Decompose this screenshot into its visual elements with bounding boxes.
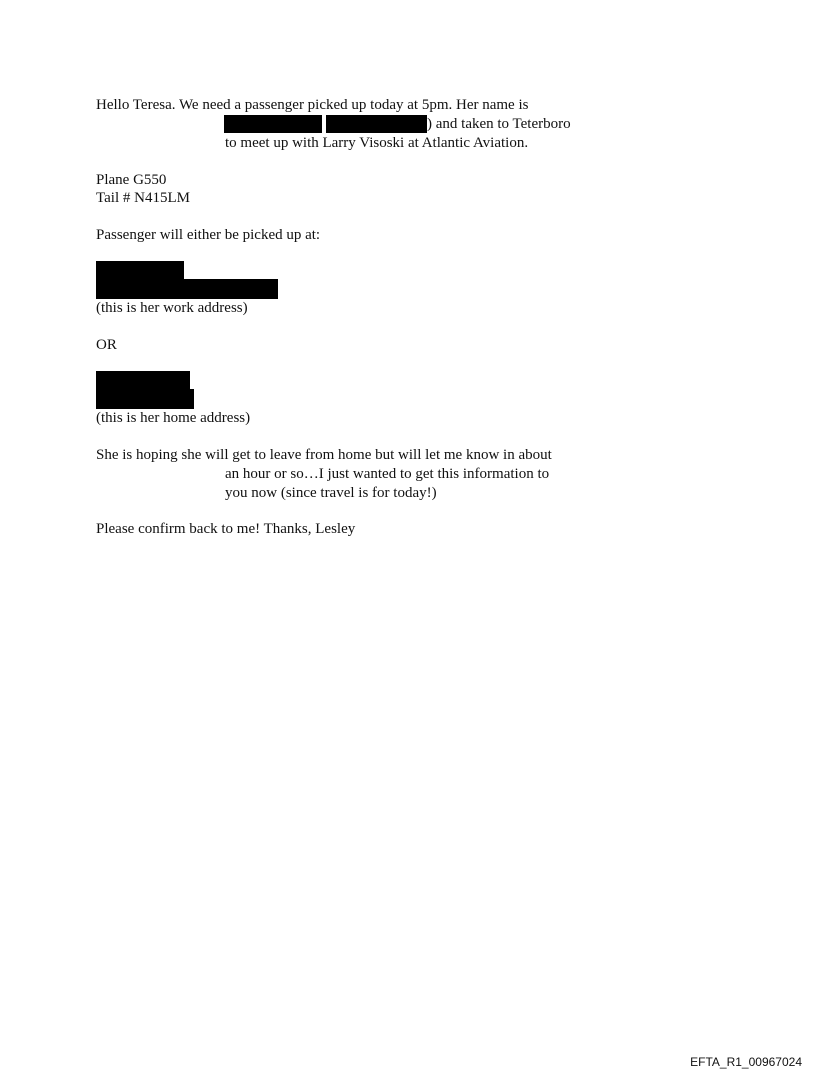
- greeting-line: Hello Teresa. We need a passenger picked up today at 5pm. Her name is: [96, 97, 529, 113]
- hoping-line-1: She is hoping she will get to leave from home but will let me know in about: [96, 447, 552, 463]
- home-address-note: (this is her home address): [96, 410, 251, 426]
- meet-line: to meet up with Larry Visoski at Atlantic Aviation.: [225, 135, 529, 151]
- work-address-note: (this is her work address): [96, 300, 248, 316]
- redaction-block: [96, 389, 194, 409]
- redaction-block: [224, 115, 322, 133]
- tail-number-line: Tail # N415LM: [96, 190, 190, 206]
- bates-number: EFTA_R1_00967024: [690, 1055, 802, 1069]
- plane-line: Plane G550: [96, 172, 167, 188]
- redaction-block: [96, 261, 184, 281]
- closing-line: Please confirm back to me! Thanks, Lesley: [96, 521, 356, 537]
- redaction-block: [96, 371, 190, 391]
- pickup-intro: Passenger will either be picked up at:: [96, 227, 321, 243]
- or-separator: OR: [96, 337, 117, 353]
- redaction-block: [326, 115, 427, 133]
- hoping-line-3: you now (since travel is for today!): [225, 485, 437, 501]
- name-line-tail: ) and taken to Teterboro: [427, 116, 571, 132]
- hoping-line-2: an hour or so…I just wanted to get this information to: [225, 466, 550, 482]
- redaction-block: [96, 279, 278, 299]
